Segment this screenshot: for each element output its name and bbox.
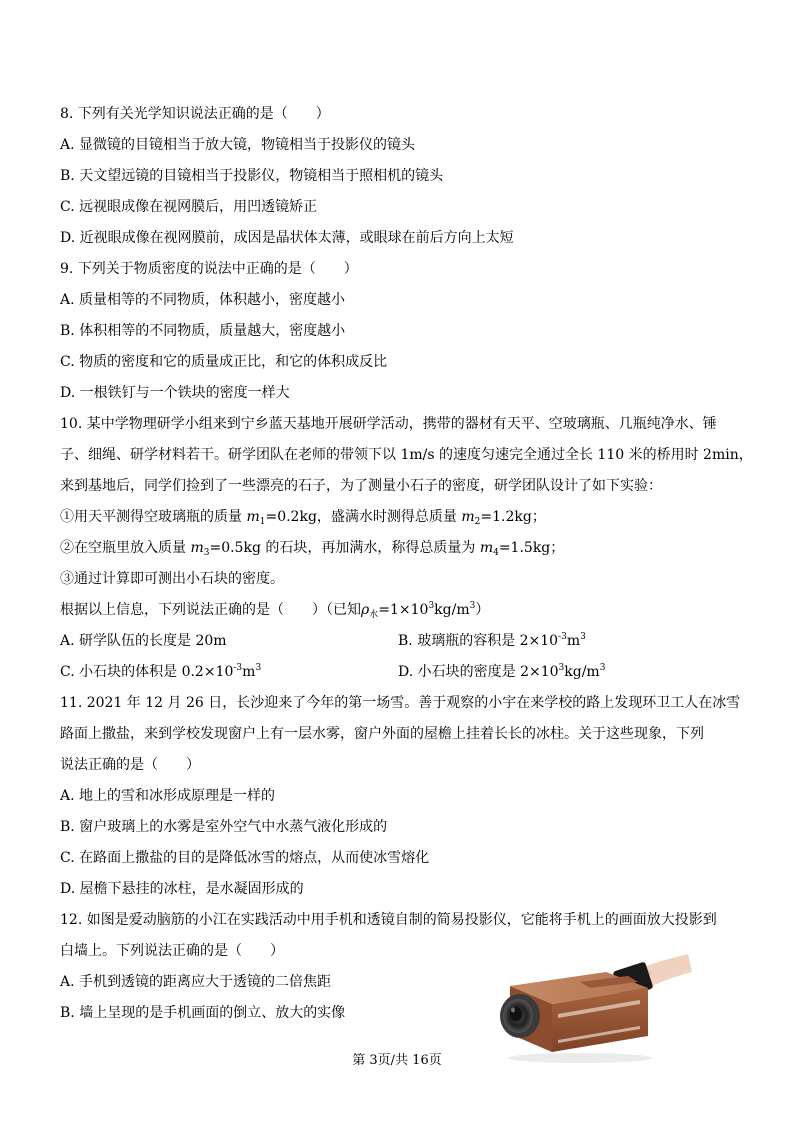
q10-option-c <box>60 662 261 682</box>
q10-ask <box>60 600 489 620</box>
q10-option-b-unit-sup: 3 <box>580 632 586 642</box>
q10-option-a: A. 研学队伍的长度是 20m <box>60 633 227 649</box>
q10-option-b-unit: m <box>566 633 581 649</box>
q10-step2 <box>60 538 564 558</box>
q10-ask-unit-sup: 3 <box>469 601 476 611</box>
projector-photo <box>488 952 692 1064</box>
q11-option-b: B. 窗户玻璃上的水雾是室外空气中水蒸气液化形成的 <box>60 819 388 835</box>
q10-step1-text: ①用天平测得空玻璃瓶的质量 <box>60 509 247 525</box>
q10-option-c-sup: -3 <box>233 663 243 673</box>
q10-step1-text3: =1.2kg； <box>480 509 546 525</box>
q8-option-c: C. 远视眼成像在视网膜后，用凹透镜矫正 <box>60 199 318 215</box>
q11-option-a: A. 地上的雪和冰形成原理是一样的 <box>60 788 276 804</box>
q12-option-a: A. 手机到透镜的距离应大于透镜的二倍焦距 <box>60 974 332 990</box>
q11-stem-line2: 路面上撒盐，来到学校发现窗户上有一层水雾，窗户外面的屋檐上挂着长长的冰柱。关于这些现象，下列 <box>60 726 704 742</box>
q11-stem-line3: 说法正确的是（ ） <box>60 757 200 773</box>
q10-ask-sup: 3 <box>428 601 435 611</box>
var-m3: m <box>190 540 204 556</box>
page-footer: 第 3页/共 16页 <box>352 1053 442 1068</box>
q8-stem: 8. 下列有关光学知识说法正确的是（ ） <box>60 106 330 122</box>
q12-stem-line1: 12. 如图是爱动脑筋的小江在实践活动中用手机和透镜自制的简易投影仪，它能将手机上的画面放大投影到 <box>60 912 717 928</box>
q10-step3: ③通过计算即可测出小石块的密度。 <box>60 571 284 587</box>
q11-stem-line1: 11. 2021 年 12 月 26 日，长沙迎来了今年的第一场雪。善于观察的小宇在来学校的路上发现环卫工人在冰雪 <box>60 695 741 711</box>
var-m2: m <box>461 509 475 525</box>
q10-stem-line2: 子、细绳、研学材料若干。研学团队在老师的带领下以 1m/s 的速度匀速完全通过全长 110 米的桥用时 2min， <box>60 447 753 463</box>
q10-option-d-unit: kg/m <box>564 664 600 680</box>
q9-option-c: C. 物质的密度和它的质量成正比，和它的体积成反比 <box>60 354 388 370</box>
q10-ask-text: 根据以上信息，下列说法正确的是（ ）（已知 <box>60 602 361 618</box>
q11-option-c: C. 在路面上撒盐的目的是降低冰雪的熔点，从而使冰雪熔化 <box>60 850 430 866</box>
q10-option-d-text: D. 小石块的密度是 2×10 <box>398 664 559 680</box>
q10-step2-text: ②在空瓶里放入质量 <box>60 540 191 556</box>
q9-option-a: A. 质量相等的不同物质，体积越小，密度越小 <box>60 292 346 308</box>
q9-option-d: D. 一根铁钉与一个铁块的密度一样大 <box>60 385 290 401</box>
q11-option-d: D. 屋檐下悬挂的冰柱，是水凝固形成的 <box>60 881 304 897</box>
var-m4-sub: 4 <box>493 548 499 558</box>
var-m2-sub: 2 <box>474 517 481 527</box>
var-rho-sub: 水 <box>369 610 379 620</box>
var-m4: m <box>479 540 494 556</box>
q12-stem-line2: 白墙上。下列说法正确的是（ ） <box>60 943 284 959</box>
var-m1: m <box>246 509 260 525</box>
q10-option-d-sup: 3 <box>558 663 565 673</box>
q10-ask-end: ） <box>475 602 490 618</box>
q10-step2-text3: =1.5kg； <box>498 540 565 556</box>
q10-step2-text2: =0.5kg 的石块，再加满水，称得总质量为 <box>209 540 480 556</box>
var-rho: ρ <box>361 602 370 618</box>
q10-option-d-unit-sup: 3 <box>599 663 606 673</box>
q12-option-b: B. 墙上呈现的是手机画面的倒立、放大的实像 <box>60 1005 346 1021</box>
q9-stem: 9. 下列关于物质密度的说法中正确的是（ ） <box>60 261 358 277</box>
q10-step1 <box>60 507 546 527</box>
q10-option-b <box>398 631 586 651</box>
q10-ask-unit: kg/m <box>434 602 470 618</box>
var-m3-sub: 3 <box>203 548 210 558</box>
q10-stem-line3: 来到基地后，同学们捡到了一些漂亮的石子，为了测量小石子的密度，研学团队设计了如下实验： <box>60 478 662 494</box>
q10-option-c-unit: m <box>242 664 256 680</box>
q10-option-b-text: B. 玻璃瓶的容积是 2×10 <box>398 633 559 649</box>
q10-stem-line1: 10. 某中学物理研学小组来到宁乡蓝天基地开展研学活动，携带的器材有天平、空玻璃瓶、几瓶纯净水、锤 <box>60 416 717 432</box>
q10-option-c-text: C. 小石块的体积是 0.2×10 <box>60 664 234 680</box>
q9-option-b: B. 体积相等的不同物质，质量越大，密度越小 <box>60 323 346 339</box>
q8-option-a: A. 显微镜的目镜相当于放大镜，物镜相当于投影仪的镜头 <box>60 137 416 153</box>
q10-ask-text2: =1×10 <box>378 602 429 618</box>
q8-option-d: D. 近视眼成像在视网膜前，成因是晶状体太薄，或眼球在前后方向上太短 <box>60 230 514 246</box>
q10-option-d <box>398 662 605 682</box>
q10-step1-text2: =0.2kg，盛满水时测得总质量 <box>265 509 462 525</box>
var-m1-sub: 1 <box>259 517 266 527</box>
q10-option-b-sup: -3 <box>558 632 567 642</box>
q8-option-b: B. 天文望远镜的目镜相当于投影仪，物镜相当于照相机的镜头 <box>60 168 444 184</box>
q10-option-c-unit-sup: 3 <box>255 663 262 673</box>
